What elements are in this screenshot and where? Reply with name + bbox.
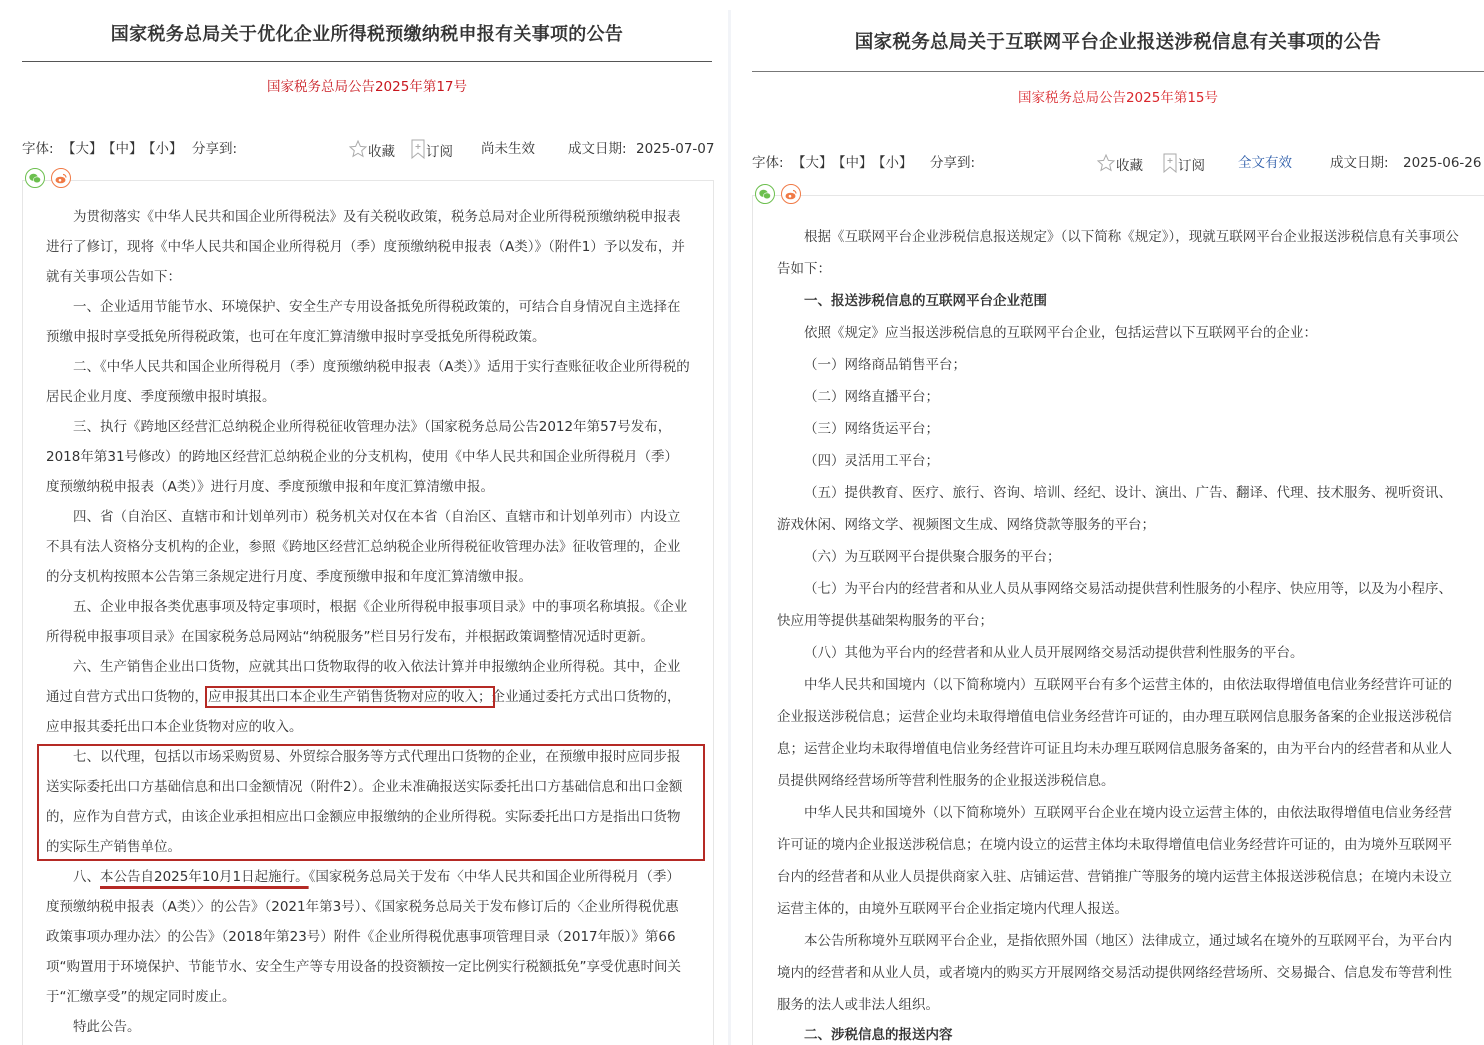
subscribe-bookmark-icon bbox=[1162, 153, 1178, 179]
section-1-lead: 依照《规定》应当报送涉税信息的互联网平台企业，包括运营以下互联网平台的企业： bbox=[804, 325, 1317, 341]
clause-6-text-before: 六、生产销售企业出口货物，应就其出口货物取得的收入依法计算并申报缴纳企业所得税。其中，企业通过自营方式出口货物的， bbox=[46, 659, 681, 705]
font-medium-button[interactable]: 【中】 bbox=[832, 155, 873, 171]
platform-item: （二）网络直播平台； bbox=[804, 389, 939, 405]
definition-paragraph: 本公告所称境外互联网平台企业，是指依照外国（地区）法律成立，通过域名在境外的互联网平台，为平台内境内的经营者和从业人员，或者境内的购买方开展网络交易活动提供网络经营场所、交易撮合、信息发布等营利性服务的法人或非法人组织。 bbox=[777, 933, 1452, 1013]
share-weibo-button[interactable] bbox=[781, 184, 801, 204]
clause-6-text-after: 企业通过委托方式出口货物的，应申报其委托出口本企业货物对应的收入。 bbox=[46, 689, 681, 735]
star-icon bbox=[348, 139, 368, 165]
right-document-panel bbox=[732, 0, 1484, 1045]
subscribe-button[interactable] bbox=[410, 139, 453, 165]
issue-date-label: 成文日期: bbox=[568, 141, 627, 157]
effective-status: 尚未生效 bbox=[481, 141, 535, 157]
subscribe-button[interactable] bbox=[1162, 153, 1205, 179]
favorite-label: 收藏 bbox=[368, 144, 395, 160]
platform-item: （五）提供教育、医疗、旅行、咨询、培训、经纪、设计、演出、广告、翻译、代理、技术服务、视听资讯、游戏休闲、网络文学、视频图文生成、网络贷款等服务的平台； bbox=[777, 485, 1452, 533]
issue-date-label: 成文日期: bbox=[1330, 155, 1389, 171]
title-divider bbox=[752, 71, 1484, 72]
article-body bbox=[22, 180, 714, 1045]
platform-item: （三）网络货运平台； bbox=[804, 421, 939, 437]
wechat-icon bbox=[29, 169, 41, 188]
issue-date: 2025-07-07 bbox=[636, 141, 715, 157]
title-divider bbox=[22, 61, 712, 62]
clause-8-paragraph bbox=[46, 862, 690, 1012]
share-label: 分享到: bbox=[192, 141, 238, 157]
closing-line: 特此公告。 bbox=[73, 1019, 141, 1035]
article-toolbar bbox=[752, 153, 1484, 173]
clause-8-text-after: 《国家税务总局关于发布〈中华人民共和国企业所得税月（季）度预缴纳税申报表（A类）〉的公告》（2021年第3号）、《国家税务总局关于发布修订后的〈企业所得税优惠政策事项办理办法〉的公告》（2018年第23号）附件《企业所得税优惠事项管理目录（2017年版）》第66项“购置用于环境保护、节能节水、安全生产等专用设备的投资额按一定比例实行税额抵免”享受优惠时间关于“汇缴享受”的规定同时废止。 bbox=[46, 869, 681, 1005]
document-number: 国家税务总局公告2025年第15号 bbox=[1017, 90, 1219, 106]
clause-1-paragraph: 一、企业适用节能节水、环境保护、安全生产专用设备抵免所得税政策的，可结合自身情况自主选择在预缴申报时享受抵免所得税政策，也可在年度汇算清缴申报时享受抵免所得税政策。 bbox=[46, 299, 681, 345]
favorite-label: 收藏 bbox=[1116, 158, 1143, 174]
document-title: 国家税务总局关于优化企业所得税预缴纳税申报有关事项的公告 bbox=[110, 24, 624, 45]
font-large-button[interactable]: 【大】 bbox=[62, 141, 103, 157]
clause-2-paragraph: 二、《中华人民共和国企业所得税月（季）度预缴纳税申报表（A类）》适用于实行查账征收企业所得税的居民企业月度、季度预缴申报时填报。 bbox=[46, 359, 690, 405]
favorite-button[interactable] bbox=[1096, 153, 1143, 179]
foreign-paragraph: 中华人民共和国境外（以下简称境外）互联网平台企业在境内设立运营主体的，由依法取得增值电信业务经营许可证的境内企业报送涉税信息；在境内设立的运营主体均未取得增值电信业务经营许可证的，由为境外互联网平台内的经营者和从业人员提供商家入驻、店铺运营、营销推广等服务的境内运营主体报送涉税信息；在境内未设立运营主体的，由境外互联网平台企业指定境内代理人报送。 bbox=[777, 805, 1452, 917]
article-toolbar bbox=[22, 139, 715, 160]
intro-paragraph: 根据《互联网平台企业涉税信息报送规定》（以下简称《规定》），现就互联网平台企业报送涉税信息有关事项公告如下： bbox=[777, 229, 1459, 277]
favorite-button[interactable] bbox=[348, 139, 395, 165]
share-wechat-button[interactable] bbox=[755, 184, 775, 204]
share-wechat-button[interactable] bbox=[25, 168, 45, 188]
effective-status: 全文有效 bbox=[1238, 155, 1292, 171]
clause-6-paragraph bbox=[46, 652, 690, 742]
intro-paragraph: 为贯彻落实《中华人民共和国企业所得税法》及有关税收政策，税务总局对企业所得税预缴纳税申报表进行了修订，现将《中华人民共和国企业所得税月（季）度预缴纳税申报表（A类）》（附件1）予以发布，并就有关事项公告如下： bbox=[46, 209, 685, 285]
section-1-heading: 一、报送涉税信息的互联网平台企业范围 bbox=[804, 293, 1047, 309]
weibo-icon bbox=[55, 169, 67, 188]
document-title: 国家税务总局关于互联网平台企业报送涉税信息有关事项的公告 bbox=[854, 32, 1382, 53]
font-size-label: 字体: bbox=[752, 155, 784, 171]
highlighted-phrase-boxed: 应申报其出口本企业生产销售货物对应的收入； bbox=[208, 689, 492, 705]
font-small-button[interactable]: 【小】 bbox=[872, 155, 913, 171]
clause-8-prefix: 八、 bbox=[73, 869, 100, 885]
font-large-button[interactable]: 【大】 bbox=[792, 155, 833, 171]
font-small-button[interactable]: 【小】 bbox=[142, 141, 183, 157]
document-number: 国家税务总局公告2025年第17号 bbox=[266, 79, 468, 95]
subscribe-bookmark-icon bbox=[410, 139, 426, 165]
clause-5-paragraph: 五、企业申报各类优惠事项及特定事项时，根据《企业所得税申报事项目录》中的事项名称填报。《企业所得税申报事项目录》在国家税务总局网站“纳税服务”栏目另行发布，并根据政策调整情况适时更新。 bbox=[46, 599, 688, 645]
share-weibo-button[interactable] bbox=[51, 168, 71, 188]
clause-3-paragraph: 三、执行《跨地区经营汇总纳税企业所得税征收管理办法》（国家税务总局公告2012年第57号发布，2018年第31号修改）的跨地区经营汇总纳税企业的分支机构，使用《中华人民共和国企业所得税月（季）度预缴纳税申报表（A类）》进行月度、季度预缴申报和年度汇算清缴申报。 bbox=[46, 419, 679, 495]
effective-date-underlined: 本公告自2025年10月1日起施行。 bbox=[100, 869, 309, 885]
weibo-icon bbox=[785, 185, 797, 204]
platform-item: （八）其他为平台内的经营者和从业人员开展网络交易活动提供营利性服务的平台。 bbox=[804, 645, 1304, 661]
domestic-paragraph: 中华人民共和国境内（以下简称境内）互联网平台有多个运营主体的，由依法取得增值电信业务经营许可证的企业报送涉税信息；运营企业均未取得增值电信业务经营许可证的，由办理互联网信息服务备案的企业报送涉税信息；运营企业均未取得增值电信业务经营许可证且均未办理互联网信息服务备案的，由为平台内的经营者和从业人员提供网络经营场所等营利性服务的企业报送涉税信息。 bbox=[777, 677, 1452, 789]
wechat-icon bbox=[759, 185, 771, 204]
star-icon bbox=[1096, 153, 1116, 179]
platform-item: （四）灵活用工平台； bbox=[804, 453, 939, 469]
font-medium-button[interactable]: 【中】 bbox=[102, 141, 143, 157]
share-label: 分享到: bbox=[930, 155, 976, 171]
subscribe-label: 订阅 bbox=[426, 144, 453, 160]
clause-7-paragraph: 七、以代理，包括以市场采购贸易、外贸综合服务等方式代理出口货物的企业，在预缴申报时应同步报送实际委托出口方基础信息和出口金额情况（附件2）。企业未准确报送实际委托出口方基础信息和出口金额的，应作为自营方式，由该企业承担相应出口金额应申报缴纳的企业所得税。实际委托出口方是指出口货物的实际生产销售单位。 bbox=[46, 749, 683, 855]
section-2-heading: 二、涉税信息的报送内容 bbox=[804, 1027, 953, 1043]
left-document-panel bbox=[0, 0, 728, 1045]
platform-item: （六）为互联网平台提供聚合服务的平台； bbox=[804, 549, 1061, 565]
issue-date: 2025-06-26 bbox=[1403, 155, 1482, 171]
article-body bbox=[752, 195, 1484, 1045]
platform-item: （一）网络商品销售平台； bbox=[804, 357, 966, 373]
platform-item: （七）为平台内的经营者和从业人员从事网络交易活动提供营利性服务的小程序、快应用等，以及为小程序、快应用等提供基础架构服务的平台； bbox=[777, 581, 1452, 629]
subscribe-label: 订阅 bbox=[1178, 158, 1205, 174]
clause-4-paragraph: 四、省（自治区、直辖市和计划单列市）税务机关对仅在本省（自治区、直辖市和计划单列市）内设立不具有法人资格分支机构的企业，参照《跨地区经营汇总纳税企业所得税征收管理办法》征收管理的，企业的分支机构按照本公告第三条规定进行月度、季度预缴申报和年度汇算清缴申报。 bbox=[46, 509, 681, 585]
font-size-label: 字体: bbox=[22, 141, 54, 157]
